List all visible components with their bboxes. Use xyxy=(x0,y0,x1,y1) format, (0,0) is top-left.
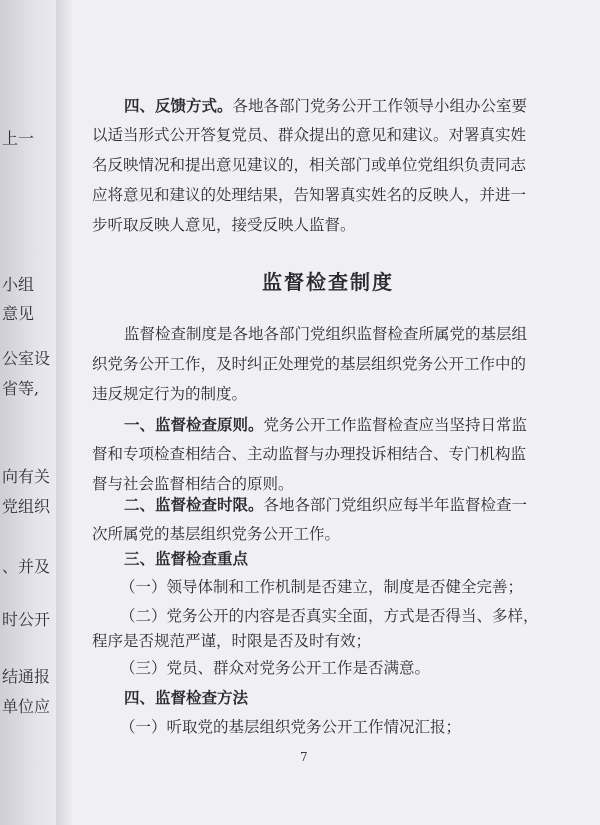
left-fragment: 小组 xyxy=(2,275,35,294)
method-item: （一）听取党的基层组织党务公开工作情况汇报； xyxy=(120,718,462,736)
time-limit-line: 次所属党的基层组织党务公开工作。 xyxy=(92,525,341,543)
feedback-heading: 四、反馈方式。 xyxy=(124,96,233,115)
principles-line: 督与社会监督相结合的原则。 xyxy=(92,475,294,493)
key-point-item: （二）党务公开的内容是否真实全面，方式是否得当、多样， xyxy=(120,607,539,625)
intro-line: 织党务公开工作，及时纠正处理党的基层组织党务公开工作中的 xyxy=(92,355,527,373)
key-point-item: （一）领导体制和工作机制是否建立，制度是否健全完善； xyxy=(120,578,524,596)
key-point-item: 程序是否规范严谨，时限是否及时有效； xyxy=(92,632,372,650)
left-fragment: 党组织 xyxy=(2,497,51,516)
feedback-line: 以适当形式公开答复党员、群众提出的意见和建议。对署真实姓 xyxy=(92,126,527,144)
time-limit-text: 各地各部门党组织应每半年监督检查一 xyxy=(263,496,528,514)
methods-heading: 四、监督检查方法 xyxy=(124,688,249,707)
left-fragment: 、并及 xyxy=(2,557,51,576)
left-fragment: 公室设 xyxy=(2,349,51,368)
left-fragment: 时公开 xyxy=(2,610,51,629)
document-title: 监督检查制度 xyxy=(262,270,394,294)
principles-line-1 xyxy=(124,417,527,434)
time-limit-line-1 xyxy=(124,497,527,514)
feedback-text: 各地各部门党务公开工作领导小组办公室要 xyxy=(232,97,528,115)
feedback-line: 应将意见和建议的处理结果，告知署真实姓名的反映人，并进一 xyxy=(92,186,527,204)
left-fragment: 结通报 xyxy=(2,667,51,686)
adjacent-page-fragment xyxy=(0,0,62,825)
key-point-item: （三）党员、群众对党务公开工作是否满意。 xyxy=(120,659,431,677)
time-limit-heading: 二、监督检查时限。 xyxy=(124,495,264,514)
principles-heading: 一、监督检查原则。 xyxy=(124,415,264,434)
page-number: 7 xyxy=(300,750,308,764)
intro-line: 监督检查制度是各地各部门党组织监督检查所属党的基层组 xyxy=(124,325,528,343)
left-fragment: 省等, xyxy=(2,379,40,398)
feedback-line-1 xyxy=(124,98,527,115)
principles-text: 党务公开工作监督检查应当坚持日常监 xyxy=(263,416,528,434)
feedback-line: 名反映情况和提出意见建议的，相关部门或单位党组织负责同志 xyxy=(92,156,527,174)
left-fragment: 向有关 xyxy=(2,467,51,486)
left-fragment: 单位应 xyxy=(2,697,51,716)
key-points-heading: 三、监督检查重点 xyxy=(124,549,249,568)
feedback-line: 步听取反映人意见，接受反映人监督。 xyxy=(92,216,356,234)
principles-line: 督和专项检查相结合、主动监督与办理投诉相结合、专门机构监 xyxy=(92,445,527,463)
intro-line: 违反规定行为的制度。 xyxy=(92,385,248,403)
left-fragment: 上一 xyxy=(2,129,35,148)
left-fragment: 意见 xyxy=(2,304,35,323)
